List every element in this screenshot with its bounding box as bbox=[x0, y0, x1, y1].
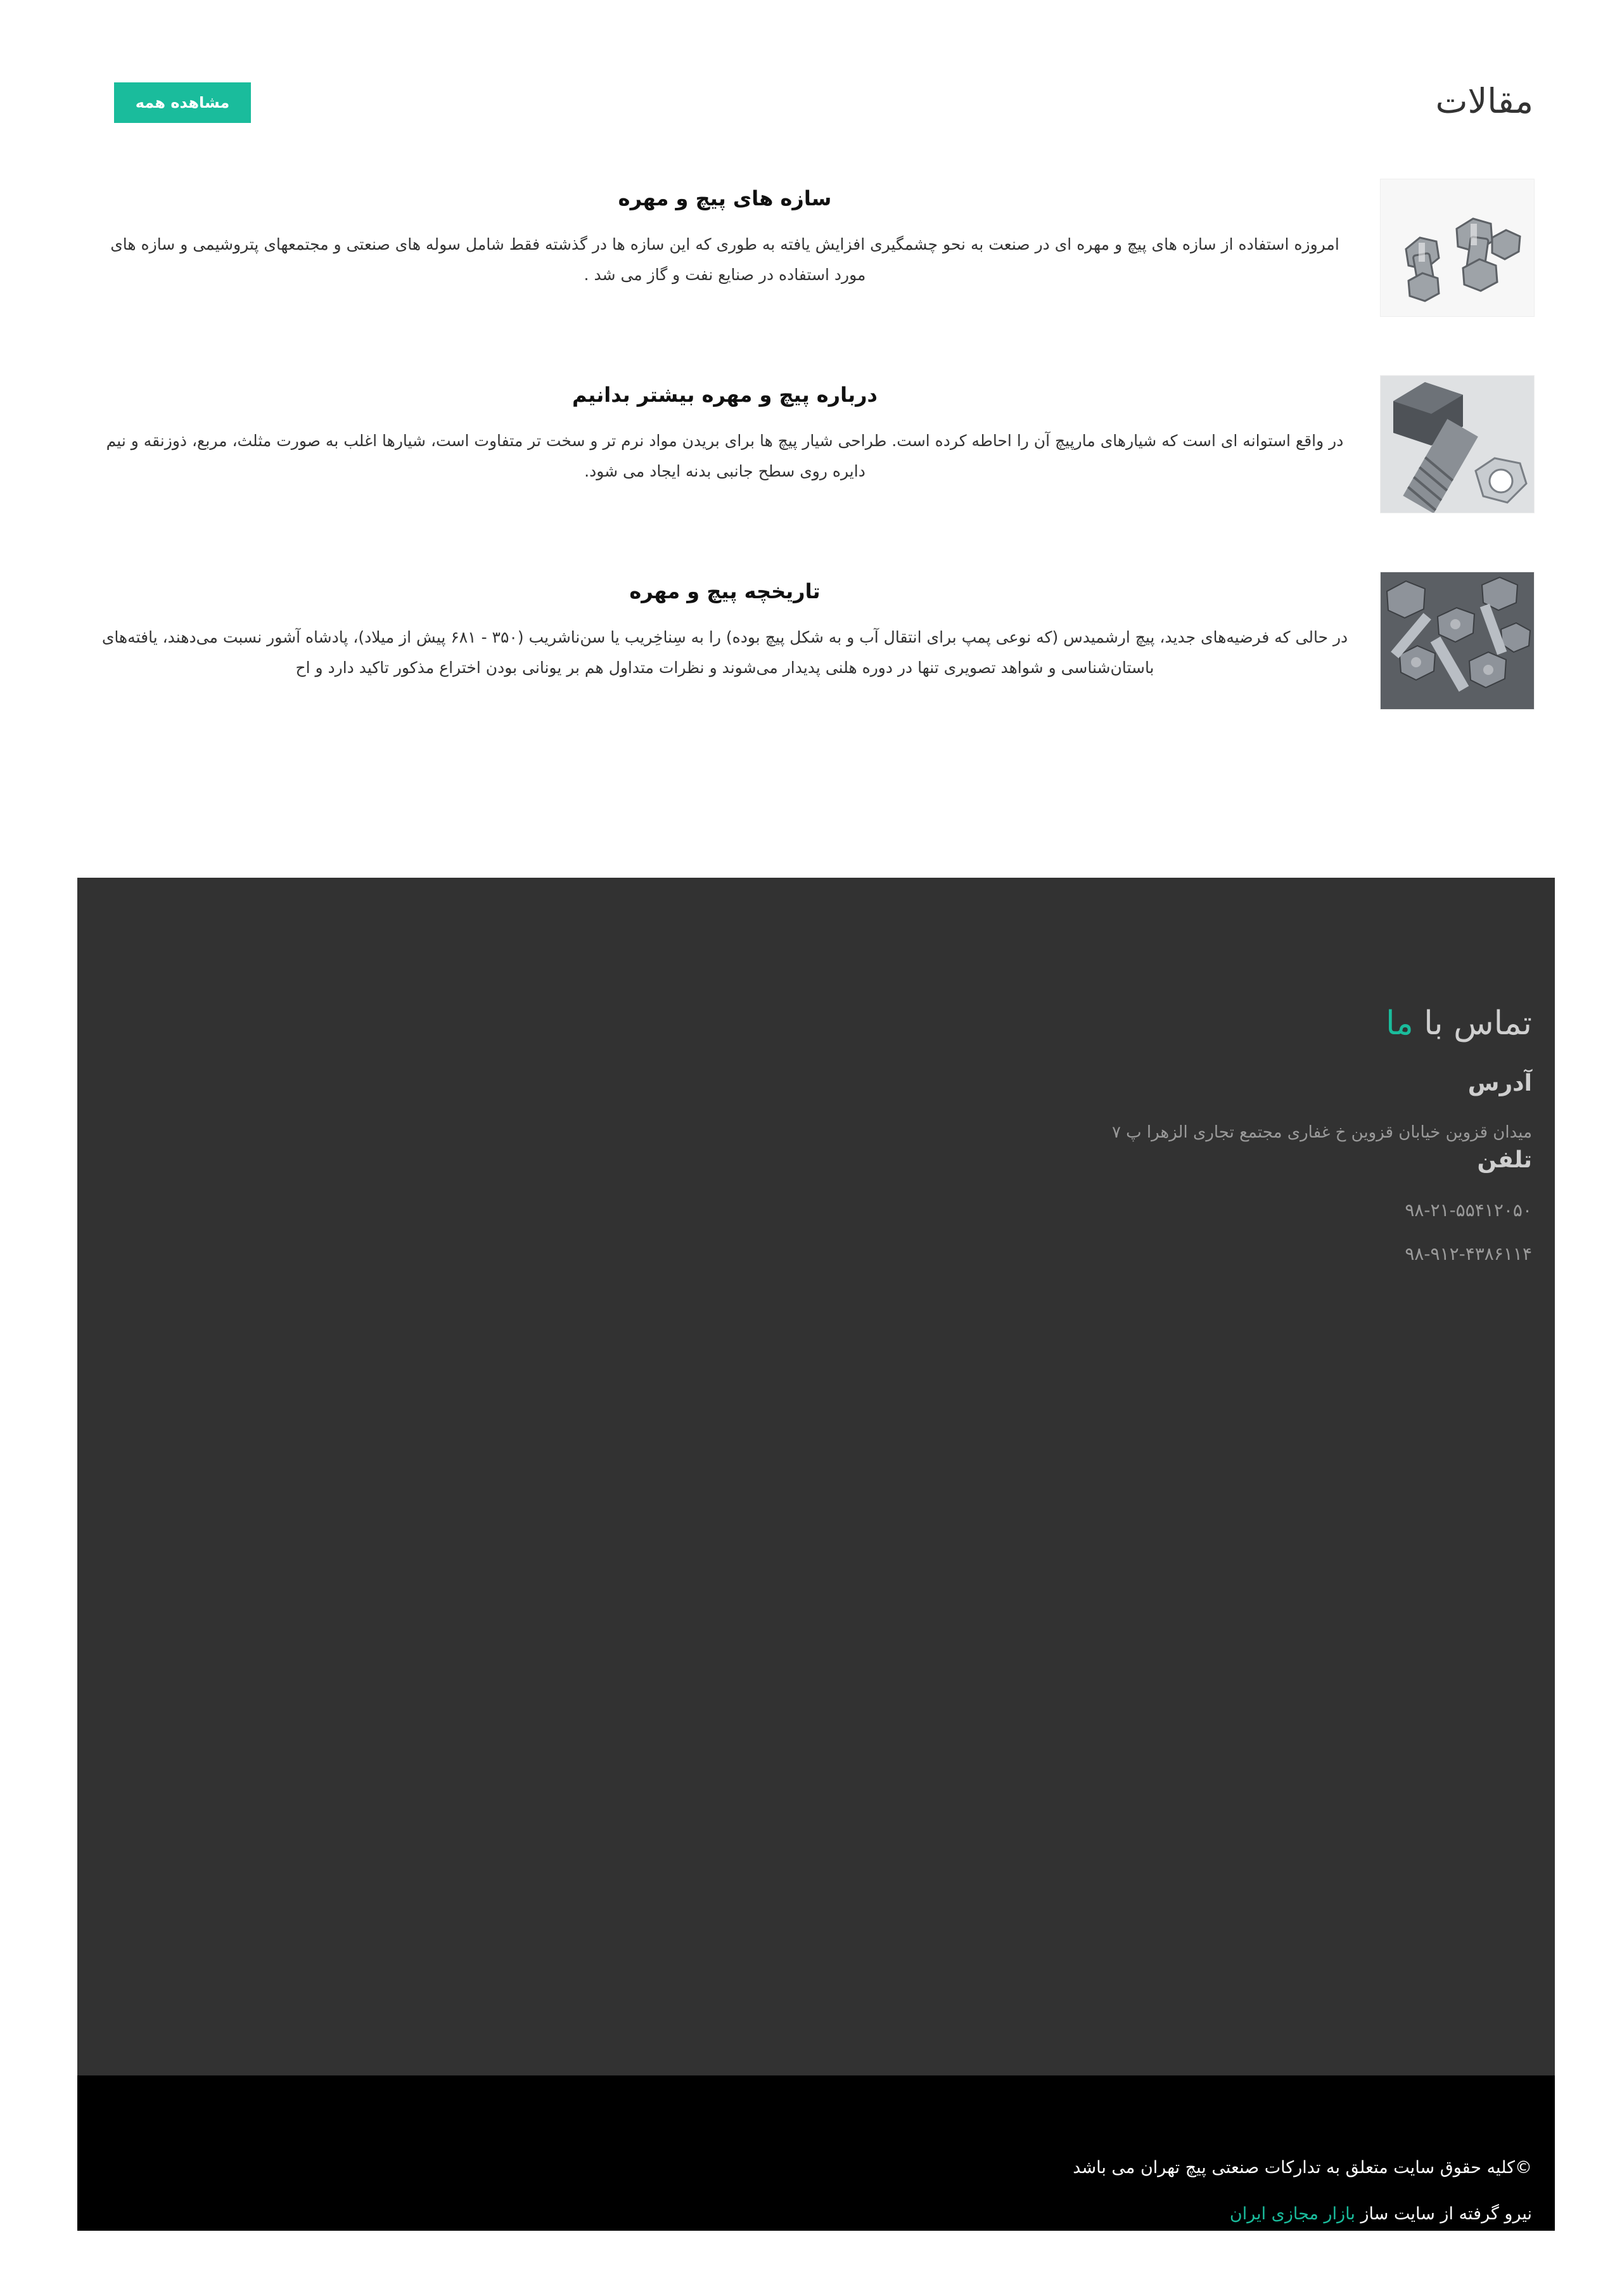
credit-text bbox=[1230, 2204, 1532, 2224]
phone-number[interactable]: ۹۸-۲۱-۵۵۴۱۲۰۵۰ bbox=[1405, 1200, 1532, 1221]
articles-section-title: مقالات bbox=[1435, 81, 1533, 121]
phone-label: تلفن bbox=[1477, 1147, 1532, 1173]
credit-prefix: نیرو گرفته از سایت ساز bbox=[1360, 2204, 1532, 2224]
article-thumbnail[interactable] bbox=[1380, 375, 1535, 513]
contact-title bbox=[898, 1004, 1532, 1042]
article-item[interactable] bbox=[95, 572, 1535, 711]
articles-header bbox=[114, 76, 1533, 127]
article-item[interactable] bbox=[95, 179, 1535, 318]
address-text: میدان قزوین خیابان قزوین خ غفاری مجتمع تجاری الزهرا پ ۷ bbox=[1111, 1123, 1532, 1142]
bolts-nuts-image bbox=[1381, 179, 1534, 316]
article-item[interactable] bbox=[95, 375, 1535, 515]
article-excerpt: در واقع استوانه ای است که شیارهای مارپیچ آن را احاطه کرده است. طراحی شیار پیچ ها برای بریدن مواد نرم تر و سخت تر متفاوت است، شیارها اغلب به صورت مثلث، مربع، ذوزنقه و نیم دایره روی سطح جانبی بدنه ایجاد می شود. bbox=[106, 432, 1344, 480]
article-thumbnail[interactable] bbox=[1380, 179, 1535, 317]
article-body bbox=[95, 375, 1355, 487]
copyright-text: ©کلیه حقوق سایت متعلق به تدارکات صنعتی پیچ تهران می باشد bbox=[1073, 2158, 1532, 2177]
view-all-button[interactable]: مشاهده همه bbox=[114, 82, 251, 123]
phone-number[interactable]: ۹۸-۹۱۲-۴۳۸۶۱۱۴ bbox=[1405, 1243, 1532, 1264]
address-label: آدرس bbox=[1467, 1070, 1532, 1096]
article-title[interactable]: سازه های پیچ و مهره bbox=[618, 186, 832, 210]
credit-link[interactable]: بازار مجازی ایران bbox=[1229, 2204, 1355, 2224]
article-title[interactable]: تاریخچه پیچ و مهره bbox=[629, 579, 821, 603]
article-thumbnail[interactable] bbox=[1380, 572, 1535, 710]
bolts-pile-image bbox=[1381, 572, 1534, 709]
bolt-nut-image bbox=[1381, 376, 1534, 513]
article-body bbox=[95, 179, 1355, 290]
article-title[interactable]: درباره پیچ و مهره بیشتر بدانیم bbox=[572, 383, 878, 407]
contact-title-prefix: تماس با bbox=[1424, 1004, 1532, 1042]
article-body bbox=[95, 572, 1355, 683]
footer-bottom bbox=[77, 2075, 1555, 2231]
footer-contact bbox=[77, 878, 1555, 2075]
article-excerpt: در حالی که فرضیه‌های جدید، پیچ ارشمیدس (که نوعی پمپ برای انتقال آب و به شکل پیچ بوده) را به سِناخِریب یا سن‌ناشریب (۳۵۰ - ۶۸۱ پیش از میلاد)، پادشاه آشور نسبت می‌دهند، یافته‌های باستان‌شناسی و شواهد تصویری تنها در دوره هلنی پدیدار می‌شوند و نظرات متداول هم بر یونانی بودن اختراع مذکور تاکید دارد و اح bbox=[101, 628, 1348, 677]
contact-title-accent: ما bbox=[1386, 1004, 1414, 1042]
article-excerpt: امروزه استفاده از سازه های پیچ و مهره ای در صنعت به نحو چشمگیری افزایش یافته به طوری که این سازه ها در گذشته فقط شامل سوله های صنعتی و مجتمعهای پتروشیمی و سازه های مورد استفاده در صنایع نفت و گاز می شد . bbox=[110, 235, 1339, 284]
contact-section bbox=[898, 1004, 1532, 1287]
